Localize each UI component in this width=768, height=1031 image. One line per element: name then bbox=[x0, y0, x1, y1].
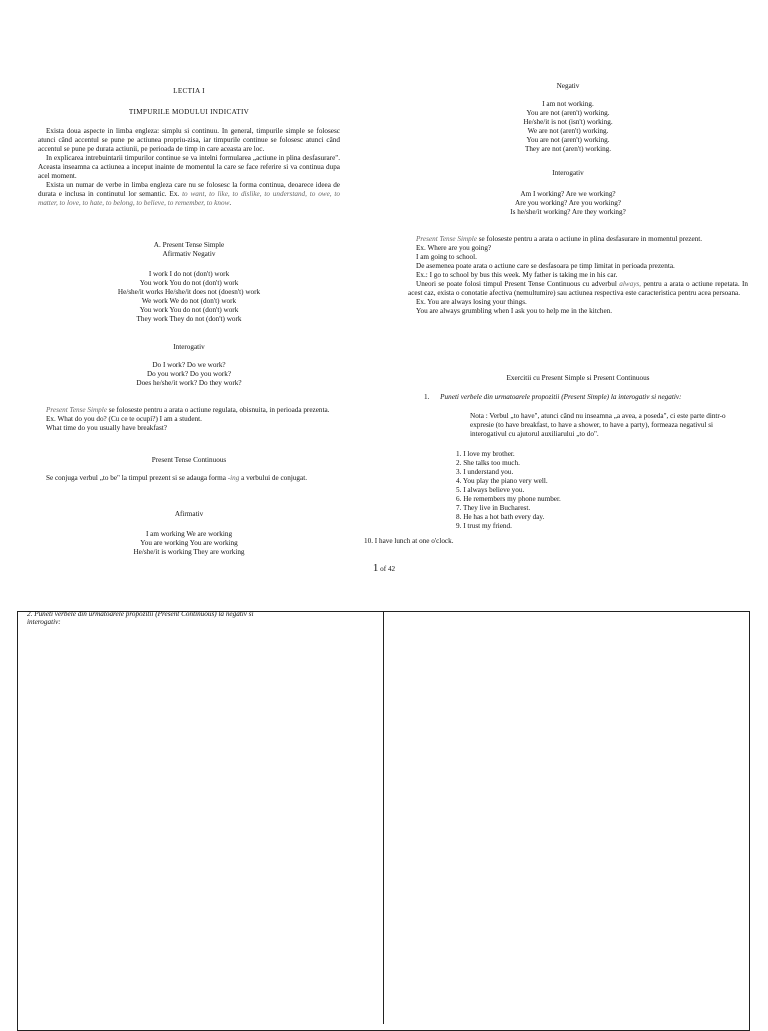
ptc-interog-heading: Interogativ bbox=[552, 169, 584, 177]
pts-interog-form: Does he/she/it work? Do they work? bbox=[136, 379, 242, 387]
pts-example-2: What time do you usually have breakfast? bbox=[46, 424, 167, 432]
pts-subheading: Afirmativ Negativ bbox=[162, 250, 216, 258]
afirm-forms bbox=[38, 530, 340, 557]
ptc-line: I am going to school. bbox=[416, 253, 477, 261]
exercise-item-last: 10. I have lunch at one o'clock. bbox=[364, 537, 454, 545]
table-divider bbox=[383, 611, 384, 1024]
ptc-interog-form: Are you working? Are you working? bbox=[515, 199, 621, 207]
pts-interog-heading: Interogativ bbox=[173, 343, 205, 351]
exercise-item: 3. I understand you. bbox=[456, 468, 514, 476]
neg-form: We are not (aren't) working. bbox=[527, 127, 609, 135]
afirm-form: I am working We are working bbox=[145, 530, 233, 538]
pts-example-1: Ex. What do you do? (Cu ce te ocupi?) I am a student. bbox=[46, 415, 202, 423]
neg-form: I am not working. bbox=[542, 100, 594, 108]
page-indicator bbox=[0, 564, 768, 574]
exercise-item: 8. He has a hot bath every day. bbox=[456, 513, 545, 521]
afirm-form: He/she/it is working They are working bbox=[133, 548, 245, 556]
pts-form: You work You do not (don't) work bbox=[139, 279, 239, 287]
ptc-always-example-1: Ex. You are always losing your things. bbox=[416, 298, 527, 306]
exercise-heading: Exercitii cu Present Simple si Present Continuous bbox=[506, 374, 650, 382]
ptc-line: Ex.: I go to school by bus this week. My father is taking me in his car. bbox=[416, 271, 618, 279]
exercise-list bbox=[456, 450, 561, 531]
page-total: of 42 bbox=[380, 565, 396, 573]
ptc-usage-section bbox=[408, 235, 748, 316]
afirm-form: You are working You are working bbox=[140, 539, 238, 547]
intro-section bbox=[38, 127, 340, 208]
ptc-line: De asemenea poate arata o actiune care se desfasoara pe timp limitat in perioada prezenta. bbox=[416, 262, 675, 270]
pts-interog-form: Do you work? Do you work? bbox=[146, 370, 232, 378]
pts-usage: Present Tense Simple se foloseste pentru a arata o actiune regulata, obisnuita, in perioada prezenta. bbox=[46, 406, 330, 414]
exercise-item: 7. They live in Bucharest. bbox=[456, 504, 531, 512]
pts-form: He/she/it works He/she/it does not (doesn't) work bbox=[117, 288, 261, 296]
ptc-interog-forms bbox=[408, 190, 728, 217]
pts-forms bbox=[38, 270, 340, 324]
pts-interog-forms bbox=[38, 361, 340, 388]
ptc-always: Uneori se poate folosi timpul Present Tense Continuous cu adverbul always, pentru a arata o actiune repetata. In acest caz, exista o conotatie afectiva (nemultumire) sau actiunea respectiva este caracteristica pentru acea persoana. bbox=[408, 280, 749, 297]
neg-heading: Negativ bbox=[556, 82, 580, 90]
exercise-item: 9. I trust my friend. bbox=[456, 522, 512, 530]
exercise-note: Nota : Verbul „to have", atunci când nu inseamna „a avea, a poseda", ci este parte dintr-o expresie (to have breakfast, to have a shower, to have a party), formeaza negativul si interogativul cu ajutorul auxiliarului „to do". bbox=[470, 412, 726, 438]
ptc-usage: Present Tense Simple se foloseste pentru a arata o actiune in plina desfasurare in momentul prezent. bbox=[416, 235, 703, 243]
page-number: 1 bbox=[372, 562, 379, 574]
ptc-heading: Present Tense Continuous bbox=[151, 456, 227, 464]
ptc-interog-form: Is he/she/it working? Are they working? bbox=[510, 208, 626, 216]
ptc-always-example-2: You are always grumbling when I ask you to help me in the kitchen. bbox=[416, 307, 613, 315]
exercise-1-title: 1. Puneti verbele din urmatoarele propozitii (Present Simple) la interogativ si negativ: bbox=[424, 393, 682, 401]
table-cell-exercise-2: 2. Puneti verbele din urmatoarele propozitii (Present Continuous) la negativ si interogativ: bbox=[27, 610, 254, 626]
afirm-heading: Afirmativ bbox=[174, 510, 204, 518]
pts-form: I work I do not (don't) work bbox=[148, 270, 230, 278]
intro-paragraph-1: Exista doua aspecte in limba engleza: simplu si continuu. In general, timpurile simple se folosesc atunci când accentul se pune pe actiunea propriu-zisa, iar timpurile continue se folosesc atunci când accentul se pune pe durata actiunii, pe perioada de timp in care aceasta are loc. bbox=[38, 127, 340, 153]
pts-interog-form: Do I work? Do we work? bbox=[152, 361, 226, 369]
exercise-item: 4. You play the piano very well. bbox=[456, 477, 548, 485]
intro-paragraph-2: In explicarea intrebuintarii timpurilor continue se va intelni formularea „actiune in plina desfasurare". Aceasta inseamna ca actiunea a inceput inainte de momentul la care se face referire si va continua dupa acel moment. bbox=[38, 154, 340, 180]
neg-form: He/she/it is not (isn't) working. bbox=[523, 118, 613, 126]
pts-heading: A. Present Tense Simple bbox=[153, 241, 225, 249]
ptc-line: Ex. Where are you going? bbox=[416, 244, 492, 252]
ptc-rule: Se conjuga verbul „to be" la timpul prezent si se adauga forma -ing a verbului de conjugat. bbox=[46, 474, 308, 482]
pts-form: We work We do not (don't) work bbox=[141, 297, 237, 305]
lesson-title: LECTIA I bbox=[173, 87, 205, 95]
exercise-item: 5. I always believe you. bbox=[456, 486, 525, 494]
stative-verbs-examples: to want, to like, to dislike, to understand, to owe, to matter, to love, to hate, to belong, to believe, to remember, to know bbox=[38, 190, 340, 207]
ptc-interog-form: Am I working? Are we working? bbox=[520, 190, 616, 198]
neg-form: You are not (aren't) working. bbox=[526, 109, 610, 117]
neg-form: You are not (aren't) working. bbox=[526, 136, 610, 144]
pts-form: You work You do not (don't) work bbox=[139, 306, 239, 314]
pts-heading-block bbox=[38, 241, 340, 259]
exercise-item: 1. I love my brother. bbox=[456, 450, 515, 458]
pts-usage-section bbox=[38, 406, 340, 433]
neg-form: They are not (aren't) working. bbox=[524, 145, 612, 153]
intro-paragraph-3: Exista un numar de verbe in limba engleza care nu se folosesc la forma continua, deoarece ideea de durata e inclusa in continutul lor semantic. Ex. to want, to like, to dislike, to understand, to owe, to matter, to love, to hate, to belong, to believe, to remember, to know. bbox=[38, 181, 340, 207]
neg-forms bbox=[408, 100, 728, 154]
exercise-item: 2. She talks too much. bbox=[456, 459, 520, 467]
lesson-subtitle: TIMPURILE MODULUI INDICATIV bbox=[128, 108, 250, 116]
exercise-item: 6. He remembers my phone number. bbox=[456, 495, 561, 503]
pts-form: They work They do not (don't) work bbox=[136, 315, 242, 323]
